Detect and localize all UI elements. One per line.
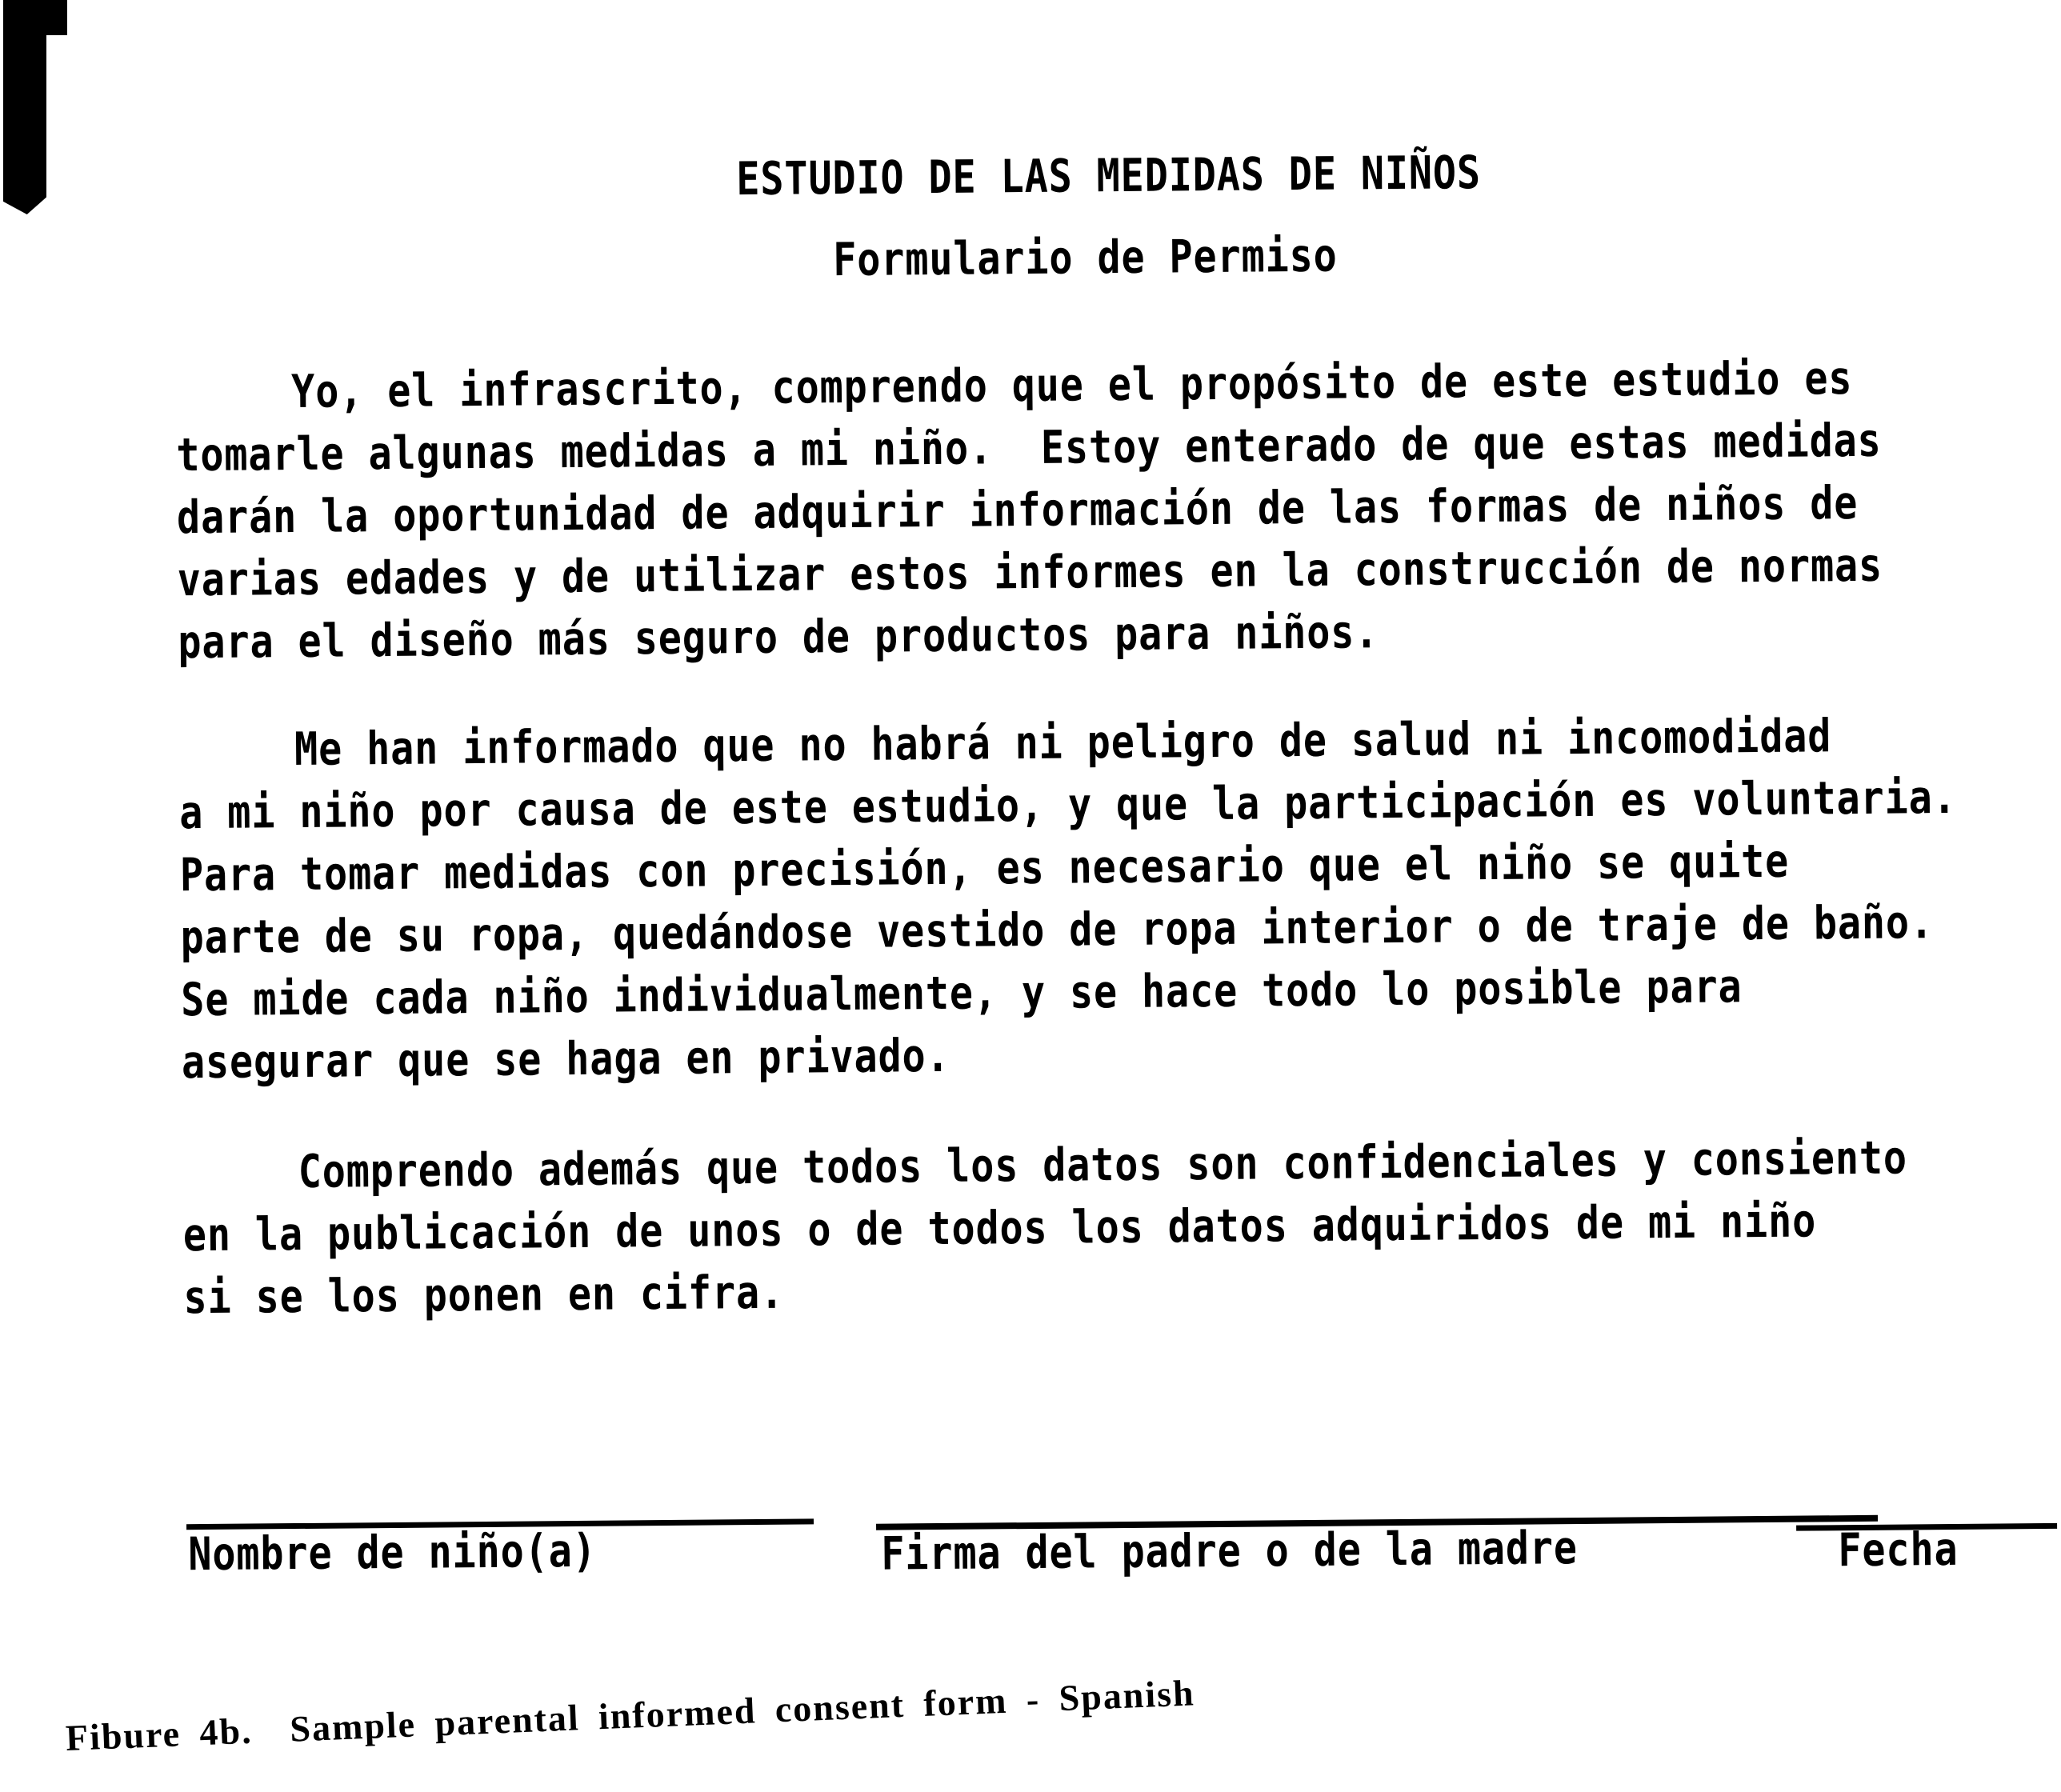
child-name-label: Nombre de niño(a) <box>188 1524 597 1582</box>
paragraph-line: si se los ponen en cifra. <box>183 1266 785 1325</box>
paragraph-line: varias edades y de utilizar estos informes en la construcción de normas <box>177 538 1883 607</box>
paragraph-line: darán la oportunidad de adquirir información de las formas de niños de <box>176 476 1859 545</box>
paragraph-confidentiality <box>182 1124 2061 1329</box>
figure-caption: Fibure 4b. Sample parental informed consent form - Spanish <box>64 1672 1196 1758</box>
form-subtitle: Formulario de Permiso <box>832 229 1338 287</box>
parent-signature-label: Firma del padre o de la madre <box>881 1522 1579 1581</box>
paragraph-line: Me han informado que no habrá ni peligro de salud ni incomodidad <box>294 710 1832 777</box>
paragraph-line: en la publicación de unos o de todos los datos adquiridos de mi niño <box>182 1194 1817 1262</box>
paragraph-line: Yo, el infrascrito, comprendo que el propósito de este estudio es <box>290 352 1853 419</box>
paragraph-line: para el diseño más seguro de productos para niños. <box>178 606 1379 670</box>
paragraph-line: tomarle algunas medidas a mi niño. Estoy enterado de que estas medidas <box>176 414 1882 482</box>
date-label: Fecha <box>1838 1522 1959 1578</box>
paragraph-risks <box>178 701 2061 1094</box>
form-title: ESTUDIO DE LAS MEDIDAS DE NIÑOS <box>736 146 1482 206</box>
paragraph-line: Comprendo además que todos los datos son confidenciales y consiento <box>298 1131 1908 1199</box>
paragraph-line: parte de su ropa, quedándose vestido de ropa interior o de traje de baño. <box>180 896 1935 965</box>
paragraph-line: a mi niño por causa de este estudio, y que la participación es voluntaria. <box>178 770 1957 840</box>
paragraph-line: asegurar que se haga en privado. <box>181 1029 950 1090</box>
paragraph-line: Para tomar medidas con precisión, es necesario que el niño se quite <box>179 834 1790 902</box>
paragraph-purpose <box>175 344 2061 674</box>
paragraph-line: Se mide cada niño individualmente, y se hace todo lo posible para <box>180 960 1743 1027</box>
